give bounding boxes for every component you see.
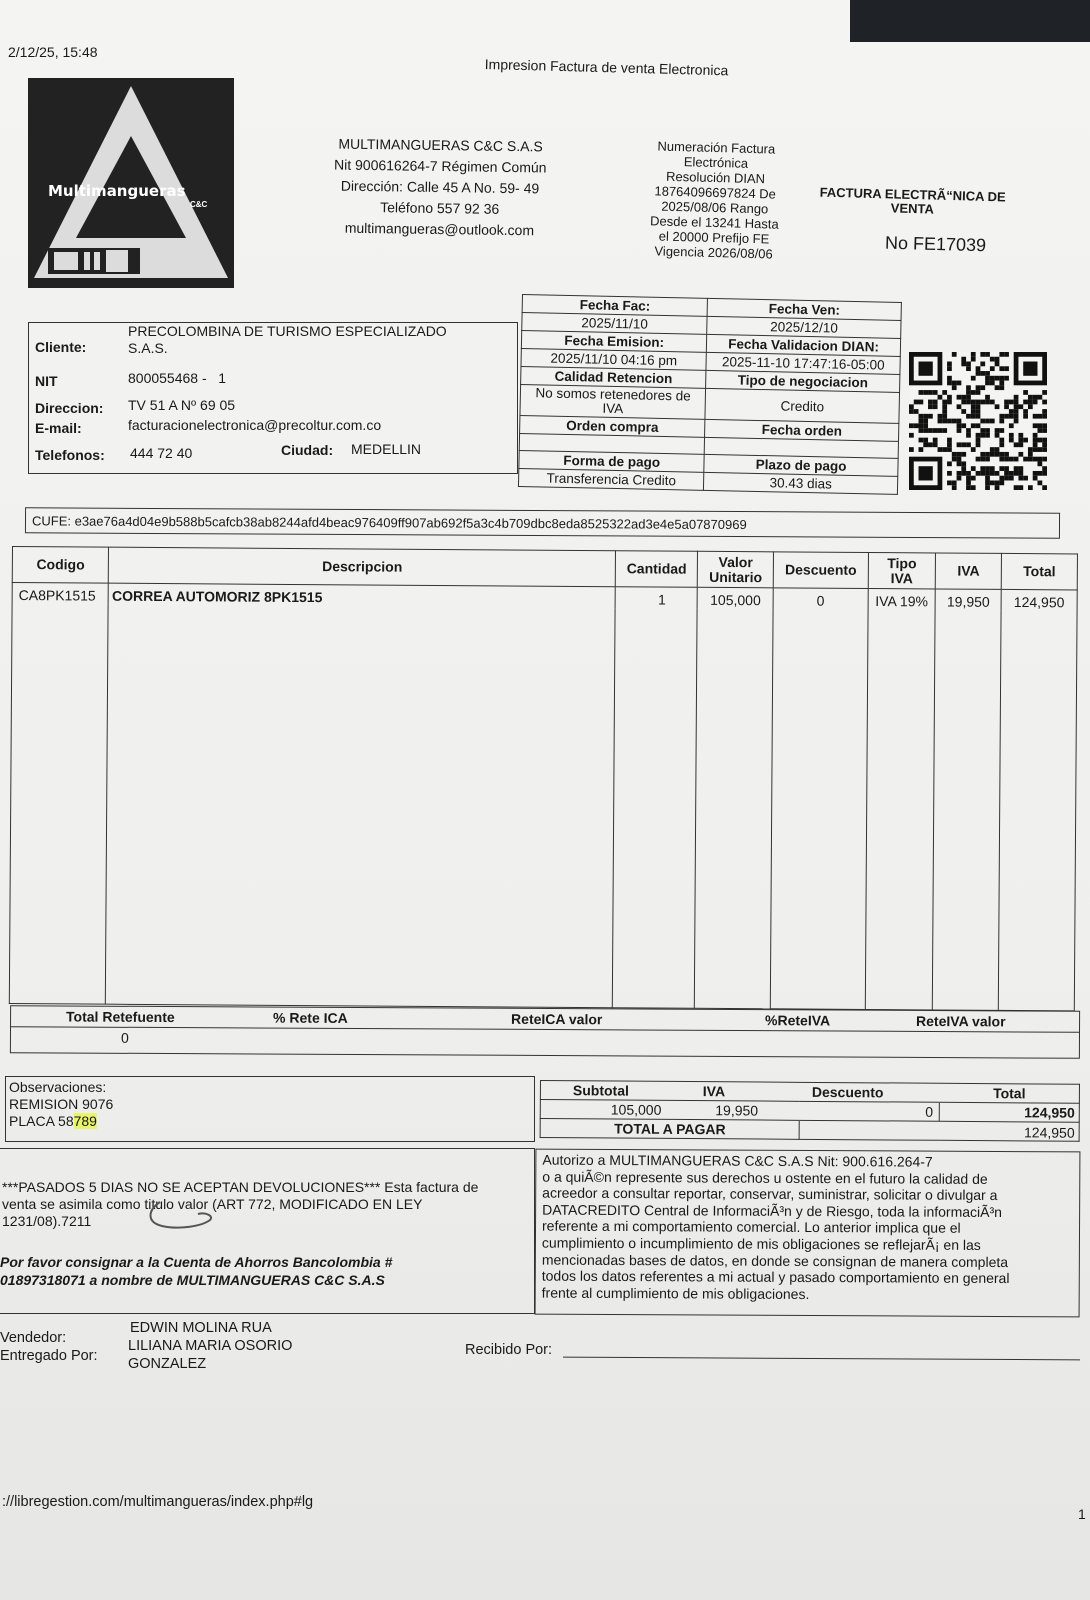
vendedor-label: Vendedor: [0,1330,67,1346]
print-title: Impresion Factura de venta Electronica [484,56,729,79]
resolution-line: Vigencia 2026/08/06 [654,243,773,262]
resolution-line: el 20000 Prefijo FE [658,228,770,247]
phones-label: Telefonos: [35,447,105,463]
item-codigo: CA8PK1515 [12,583,109,605]
subtotal-value: 105,000 [610,1101,662,1118]
invoice-dates-grid [518,294,902,495]
item-descuento: 0 [773,588,868,610]
pen-mark-icon [140,1192,220,1232]
item-cantidad: 1 [615,587,697,609]
plazo-pago-label: Plazo de pago [704,454,898,476]
fecha-fac: 2025/11/10 [522,313,708,335]
rete-iva-value-header: ReteIVA valor [916,1012,1006,1030]
totals-header-left [540,1081,800,1102]
retentions-box [10,1005,1080,1059]
print-datetime: 2/12/25, 15:48 [8,44,98,60]
plazo-pago: 30.43 dias [704,472,898,494]
resolution-line: Electrónica [683,154,749,171]
col-header-descripcion: Descripcion [109,547,616,587]
col-header-tipo-iva [868,552,936,588]
retefuente-header: Total Retefuente [66,1008,175,1026]
nit-label: NIT [35,373,58,389]
col-header-cantidad: Cantidad [616,551,698,588]
client-name-suffix: S.A.S. [128,340,168,356]
company-address: Dirección: Calle 45 A No. 59- 49 [340,177,540,197]
col-header-codigo: Codigo [12,547,109,584]
item-valor-unitario: 105,000 [697,587,773,609]
descuento-value: 0 [800,1101,940,1121]
placa-text: PLACA 58 [9,1113,74,1129]
address-label: Direccion: [35,400,104,416]
header-line: Valor [718,553,753,570]
authorization-line: acreedor a consultar reportar, conservar, suministrar, solicitar o divulgar a [542,1184,998,1204]
observations-label: Observaciones: [9,1079,107,1095]
recibido-label: Recibido Por: [465,1342,553,1358]
authorization-line: o a quiÃ©n represente sus derechos u ostente en el futuro la calidad de [542,1168,988,1187]
fecha-orden-label: Fecha orden [705,419,899,441]
descuento-label: Descuento [800,1082,940,1102]
terms-conditions [0,1148,535,1314]
page-number: 1 [1078,1506,1086,1522]
client-label: Cliente: [35,339,87,355]
client-address: TV 51 A Nº 69 05 [128,397,236,413]
authorization-line: frente al cumplimiento de mis obligaciones. [541,1284,810,1302]
company-email: multimangueras@outlook.com [344,219,535,239]
fecha-validacion: 2025-11-10 17:47:16-05:00 [706,352,900,374]
totals-box [540,1080,1080,1142]
fecha-ven: 2025/12/10 [707,316,901,338]
authorization-line: DATACREDITO Central de InformaciÃ³n y de Riesgo, toda la informaciÃ³n [542,1201,1002,1220]
total-label: Total [940,1083,1080,1103]
client-city: MEDELLIN [351,441,422,457]
calidad-retencion-line: IVA [602,400,624,417]
bank-instructions [0,1253,392,1289]
invoice-type-line: FACTURA ELECTRÃ“NICA DE [819,184,1006,205]
items-table [9,546,1078,1011]
invoice-type-title [805,185,1021,219]
col-header-total: Total [1001,553,1077,590]
city-label: Ciudad: [281,442,334,458]
calidad-retencion [520,384,706,419]
calidad-retencion-line: No somos retenedores de [535,385,691,404]
col-header-valor-unitario [698,551,774,588]
highlighted-text: 789 [73,1113,97,1129]
returns-policy-line: 1231/08).7211 [2,1213,92,1229]
header-line: Unitario [709,568,763,585]
client-nit: 800055468 - 1 [128,370,227,386]
company-name: MULTIMANGUERAS C&C S.A.S [338,135,543,155]
resolution-line: 18764096697824 De [654,183,777,202]
company-info [319,133,560,241]
fecha-emision: 2025/11/10 04:16 pm [521,348,707,370]
background-object [850,0,1090,42]
resolution-line: 2025/08/06 Rango [661,198,769,217]
bank-instructions-line: Por favor consignar a la Cuenta de Ahorros Bancolombia # [0,1254,393,1270]
resolution-info [638,138,791,262]
item-tipo-iva: IVA 19% [868,588,936,610]
client-name: PRECOLOMBINA DE TURISMO ESPECIALIZADO [128,323,447,339]
authorization-line: mencionadas bases de datos, en donde se consignan de manera completa [541,1251,1009,1270]
invoice-number: No FE17039 [884,232,987,256]
signers-section [0,1318,1090,1378]
forma-pago-label: Forma de pago [519,450,705,472]
credit-authorization [535,1149,1081,1318]
total-pagar-value: 124,950 [800,1120,1080,1141]
company-logo [28,78,234,288]
tipo-negociacion-label: Tipo de negociacion [706,370,900,392]
rete-iva-pct-header: %ReteIVA [765,1012,831,1029]
authorization-line: Autorizo a MULTIMANGUERAS C&C S.A.S Nit: 900.616.264-7 [542,1151,933,1170]
authorization-line: todos los datos referentes a mi actual y pasado comportamiento en general [541,1267,1010,1287]
item-total: 124,950 [1001,589,1077,611]
fecha-validacion-label: Fecha Validacion DIAN: [707,334,901,356]
email-label: E-mail: [35,420,82,436]
retefuente-value: 0 [120,1029,129,1046]
resolution-line: Resolución DIAN [665,168,766,187]
logo-subtext: C&C [190,200,208,209]
observations-line: REMISION 9076 [9,1096,114,1112]
totals-values-left [540,1100,800,1121]
company-phone: Teléfono 557 92 36 [380,199,500,217]
entregado-label: Entregado Por: [0,1348,98,1364]
rete-ica-pct-header: % Rete ICA [273,1009,348,1026]
fecha-emision-label: Fecha Emision: [521,331,707,353]
iva-value: 19,950 [715,1102,759,1119]
tipo-negociacion: Credito [705,388,899,423]
observations-box [5,1076,535,1142]
observations-line [9,1113,531,1130]
total-pagar-label: TOTAL A PAGAR [540,1119,800,1140]
calidad-retencion-label: Calidad Retencion [521,366,707,388]
logo-text: Multimangueras [48,182,186,200]
header-line: Tipo [887,554,917,571]
authorization-line: referente a mi comportamiento comercial. Lo anterior implica que el [541,1217,961,1237]
col-header-descuento: Descuento [774,552,869,589]
orden-compra-label: Orden compra [520,415,706,437]
subtotal-label: Subtotal [572,1082,629,1099]
entregado-name-line2: GONZALEZ [128,1356,207,1372]
qr-code-icon [905,352,1051,490]
col-header-iva: IVA [936,553,1002,589]
client-info-box [28,322,518,474]
signature-line [563,1357,1080,1361]
entregado-name: LILIANA MARIA OSORIO [128,1338,293,1354]
item-descripcion: CORREA AUTOMORIZ 8PK1515 [109,583,616,608]
client-email: facturacionelectronica@precoltur.com.co [128,417,382,433]
authorization-line: cumplimiento o incumplimiento de mis obligaciones se reflejarÃ¡ en las [541,1234,981,1253]
fecha-fac-label: Fecha Fac: [522,295,708,317]
header-line: IVA [890,569,914,586]
fecha-ven-label: Fecha Ven: [707,298,901,320]
resolution-line: Numeración Factura [657,138,776,157]
returns-policy-line: ***PASADOS 5 DIAS NO SE ACEPTAN DEVOLUCIONES*** Esta factura de [2,1179,479,1195]
returns-policy-line: venta se asimila como titulo valor (ART 772, MODIFICADO EN LEY [2,1196,423,1212]
invoice-type-line: VENTA [890,200,935,217]
vendedor-name: EDWIN MOLINA RUA [130,1320,272,1336]
item-iva: 19,950 [935,589,1001,611]
returns-policy [2,1179,478,1230]
table-blank-area [9,604,1077,1011]
company-nit: Nit 900616264-7 Régimen Común [333,156,547,176]
cufe-code: CUFE: e3ae76a4d04e9b588b5cafcb38ab8244afd4beac976409ff907ab692f5a3c4b709dbc8eda8525322ad3e4e5a07870969 [25,507,1060,538]
forma-pago: Transferencia Credito [518,468,704,490]
client-phones: 444 72 40 [130,445,193,461]
rete-ica-value-header: ReteICA valor [511,1010,603,1028]
resolution-line: Desde el 13241 Hasta [649,213,779,232]
bank-instructions-line: 01897318071 a nombre de MULTIMANGUERAS C&C S.A.S [0,1272,385,1288]
iva-label: IVA [702,1083,726,1100]
page-url: ://libregestion.com/multimangueras/index.php#lg [2,1494,314,1510]
total-value: 124,950 [940,1102,1080,1122]
